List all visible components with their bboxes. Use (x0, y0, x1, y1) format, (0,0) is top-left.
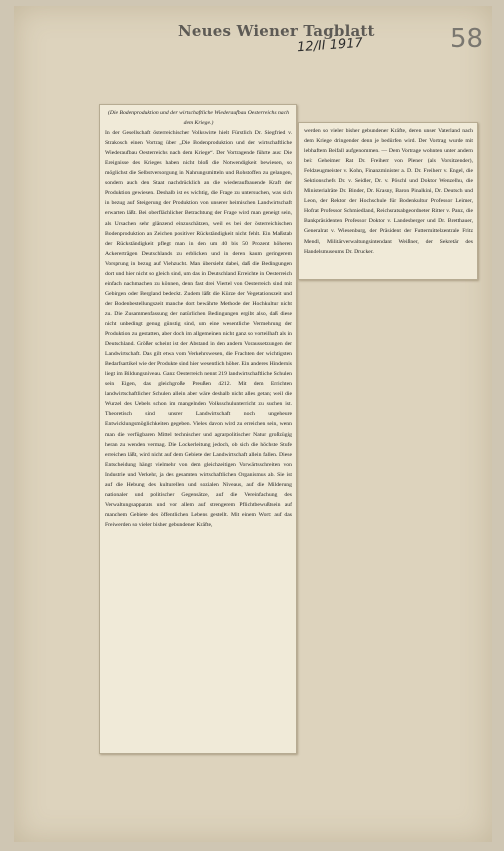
article-body-left: In der Gesellschaft österreichischer Volkswirte hielt Fürstlich Dr. Siegfried v. Strakosch einen Vortrag über „Die Bodenproduktion und der wirtschaftliche Wiederaufbau Oesterreichs nach dem Kriege“. Der Vortragende führte aus: Die Ereignisse des Krieges haben nicht bloß die Notwendigkeit bewiesen, so möglichst die Selbstversorgung in Nahrungsmitteln und Rohstoffen zu gelangen, sondern auch den Staat nachdrücklich an die wiederaufbauende Kraft der Produktion gewiesen. Deshalb ist es wichtig, die Frage zu untersuchen, was sich in bezug auf Steigerung der Produktion von unserer heimischen Landwirtschaft erwarten läßt. Bei oberflächlicher Betrachtung der Frage wird man geneigt sein, als Ursachen sehr glänzend einzuschätzen, weil es bei der österreichischen Bodenproduktion an Zeichen positiver Rückständigkeit nicht fehlt. Ein Maßstab der Rückständigkeit pflegt man in den um 40 bis 50 Prozent höheren Ackererträgen Deutschlands zu erblicken und in deren kaum geringerem Vorsprung in bezug auf Viehzucht. Man übersieht dabei, daß die Bedingungen dort und hier nicht so gleich sind, um das in Deutschland Erreichte in Oesterreich einfach nachmachen zu können, denn fast drei Viertel von Oesterreich sind mit Gebirgen oder Bergland bedeckt. Zudem läßt die Kürze der Vegetationszeit und der Bodenbestellungszeit manche dort bewährte Methode der Hochkultur nicht zu. Die Zusammenfassung der natürlichen Bedingungen ergibt also, daß diese nicht unbedingt genug günstig sind, um eine wesentliche Vermehrung der Produktion zu gestatten, aber doch im allgemeinen nicht ganz so vorteilhaft als in Deutschland. Größer scheint ist der Abstand in den andern Voraussetzungen der Landwirtschaft. Das gilt etwa vom Verkehrswesen, die Frachten der wichtigsten Bedarfsartikel wie der Produkte sind hier wesentlich höher. Ein anderes Hindernis liegt im Bildungsniveau. Ganz Oesterreich nennt 219 landwirtschaftliche Schulen sein Eigen, das gleichgroße Preußen 4212. Mit dem Errichten landwirtschaftlicher Schulen allein aber wäre deshalb nicht alles getan; weil die Wurzel des Uebels schon im mangelnden Volksschulunterricht zu suchen ist. Theoretisch sind unsrer Landwirtschaft noch ungeheure Entwicklungsmöglichkeiten gegeben. Vieles davon wird zu erreichen sein, wenn man die verfügbaren Mittel technischer und agrarpolitischer Natur großzügig heran zu wenden vermag. Die Lockerleitung jedoch, ob sich die höchste Stufe erreichen läßt, wird nicht auf dem Gebiete der Landwirtschaft allein fallen. Diese Entscheidung hängt vielmehr von dem gleichzeitigen Vorwärtsschreiten von Industrie und Verkehr, ja des gesamten wirtschaftlichen Organismus ab. Sie ist auf die Hebung des kulturellen und sozialen Niveaus, auf die Milderung nationaler und politischer Gegensätze, auf die Vereinfachung des Verwaltungsapparats und vor allem auf strengerem Pflichtbewußtsein auf manchem Gebiete des öffentlichen Lebens gestellt. Mit einem Wort: auf das Freiwerden so vieler bisher gebundener Kräfte, (105, 130, 292, 528)
handwritten-date: 12/II 1917 (296, 35, 364, 56)
article-heading: (Die Bodenproduktion und der wirtschaftliche Wiederaufbau Oesterreichs nach dem Kriege.) (107, 110, 290, 127)
article-clipping-right (298, 122, 478, 280)
newspaper-masthead: Neues Wiener Tagblatt (178, 22, 375, 40)
article-clipping-left (99, 104, 297, 754)
article-body-right: werden so vieler bisher gebundener Kräfte, deren unser Vaterland nach dem Kriege dringender denn je bedürfen wird. Der Vortrag wurde mit lebhaftem Beifall aufgenommen. — Dem Vortrage wohnten unter andern bei: Geheimer Rat Dr. Freiherr von Plener (als Vorsitzender), Feldzeugmeister v. Kohn, Finanzminister a. D. Dr. Freiherr v. Engel, die Sektionschefs Dr. v. Seidler, Dr. v. Pöschl und Doktor Wenzelhu, die Ministerialräte Dr. Binder, Dr. Krasny, Baron Pinalkini, Dr. Deutsch und Leon, der Rektor der Hochschule für Bodenkultur Professor Leimer, Hofrat Professor Schmiedland, Reichsratsabgeordneter Ritter v. Panz, die Bankpräsidenten Professor Doktor v. Landesberger und Dr. Bretthauer, Generalrat v. Wiesenburg, der Präsident der Futtermittelzentrale Fritz Mendl, Militärverwaltungsintendant Weißner, der Sekretär des Handelsmuseums Dr. Drucker. (304, 128, 473, 255)
archive-number: 58 (450, 24, 484, 54)
